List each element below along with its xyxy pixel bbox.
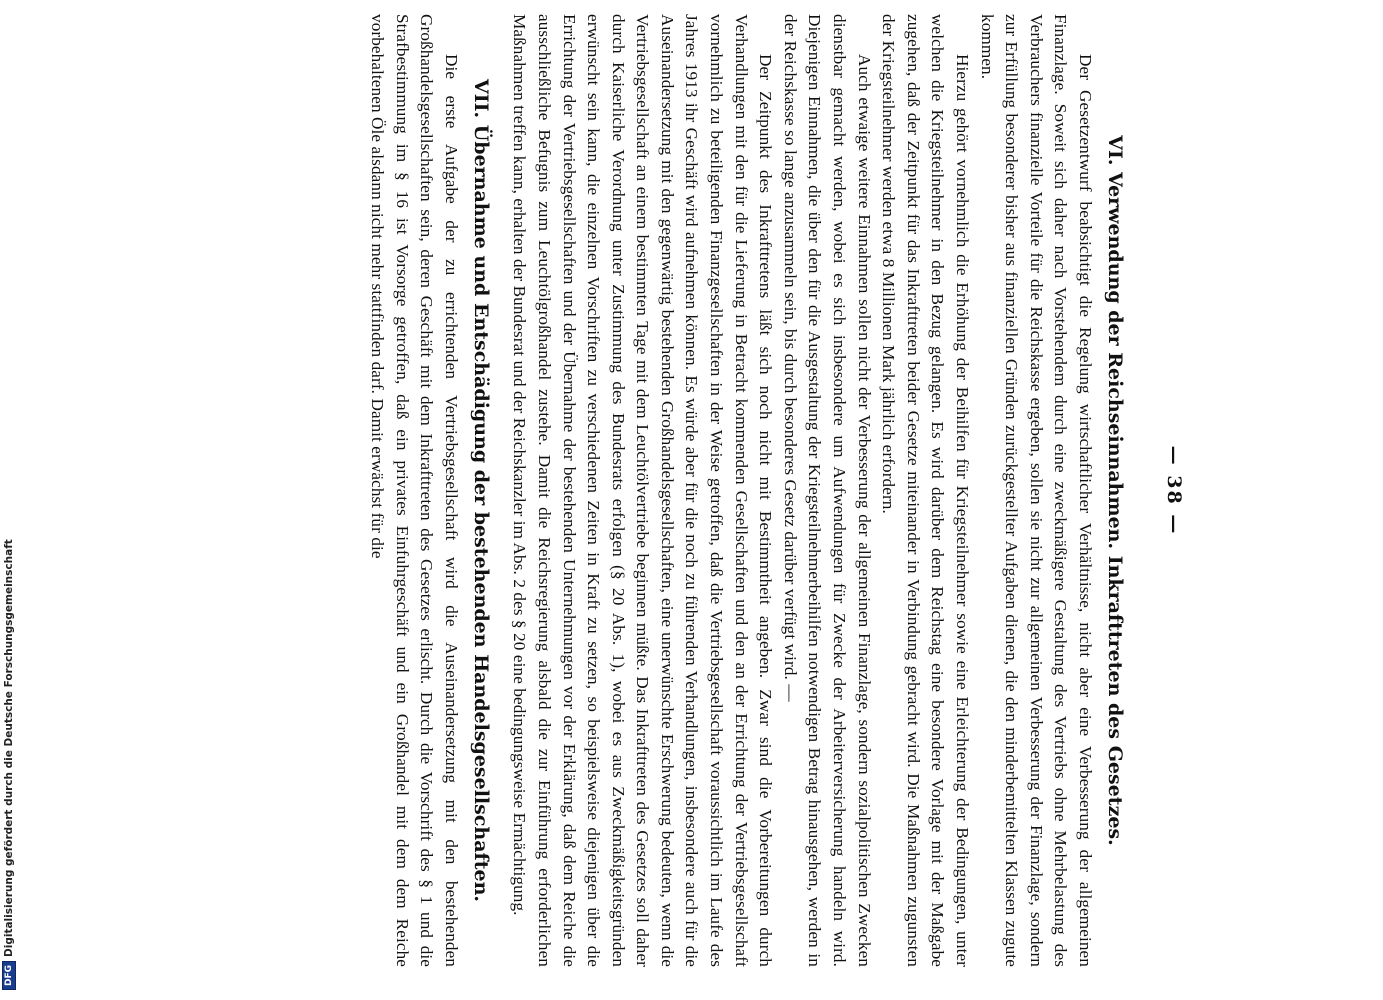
section-vi-paragraph-1: Der Gesetzentwurf beabsichtigt die Regelung wirtschaftlicher Verhältnisse, nicht aber eine Verbesserung der allgemeinen Finanzlage. Soweit sich daher nach Vorstehendem durch eine zweckmäßigere Gestaltung des Vertriebs ohne Mehrbelastung des Verbrauchers finanzielle Vorteile für die Reichskasse ergeben, sollen sie nicht zur allgemeinen Verbesserung der Finanzlage, sondern zur Erfüllung besonderer bisher aus finanziellen Gründen zurückgestellter Aufgaben dienen, die den minderbemittelten Klassen zugute kommen. (977, 14, 1095, 967)
page-number: — 38 — (1163, 445, 1185, 536)
document-page (120, 8, 1185, 973)
section-vii-paragraph-1: Die erste Aufgabe der zu errichtenden Vertriebsgesellschaft wird die Auseinandersetzung mit den bestehenden Großhandelsgesellschaften sein, deren Geschäft mit dem Inkrafttreten des Gesetzes erlischt. Durch die Vorschrift des § 1 und die Strafbestimmung im § 16 ist Vorsorge getroffen, daß ein privates Einfuhrgeschäft und ein Großhandel mit dem dem Reiche vorbehaltenen Öle alsdann nicht mehr stattfinden darf. Damit erwächst für die (367, 14, 461, 967)
digitization-credit (2, 539, 16, 990)
section-vi-heading: VI. Verwendung der Reichseinnahmen. Inkrafttreten des Gesetzes. (1104, 135, 1126, 846)
section-vi-paragraph-3: Auch etwaige weitere Einnahmen sollen nicht der Verbesserung der allgemeinen Finanzlage, sondern sozialpolitischen Zwecken dienstbar gemacht werden, wobei es sich insbesondere um Aufwendungen für Zwecke der Arbeiterversicherung handeln wird. Diejenigen Einnahmen, die über den für die Ausgestaltung der Kriegsteilnehmerbeihilfen notwendigen Betrag hinausgehen, werden in der Reichskasse so lange anzusammeln sein, bis durch besonderes Gesetz darüber verfügt wird. — (780, 14, 874, 967)
page-content (364, 14, 1127, 967)
digitization-credit-text: Digitalisierung gefördert durch die Deutsche Forschungsgemeinschaft (3, 539, 15, 957)
section-vi-paragraph-4: Der Zeitpunkt des Inkrafttretens läßt sich noch nicht mit Bestimmtheit angeben. Zwar sind die Vorbereitungen durch Verhandlungen mit den für die Lieferung in Betracht kommenden Gesellschaften und den an der Errichtung der Vertriebsgesellschaft vornehmlich zu beteiligenden Finanzgesellschaften in der Weise getroffen, daß die Vertriebsgesellschaft voraussichtlich im Laufe des Jahres 1913 ihr Geschäft wird aufnehmen können. Es würde aber für die noch zu führenden Verhandlungen, insbesondere auch für die Auseinandersetzung mit den gegenwärtig bestehenden Großhandelsgesellschaften, eine unerwünschte Erschwerung bedeuten, wenn die Vertriebsgesellschaft an einem bestimmten Tage mit dem Leuchtölvertriebe beginnen müßte. Das Inkrafttreten des Gesetzes soll daher durch Kaiserliche Verordnung unter Zustimmung des Bundesrats erfolgen (§ 20 Abs. 1), wobei es aus Zweckmäßigkeitsgründen erwünscht sein kann, die einzelnen Vorschriften zu verschiedenen Zeiten in Kraft zu setzen, so beispielsweise diejenigen über die Errichtung der Vertriebsgesellschaften und der Übernahme der bestehenden Unternehmungen vor der Erklärung, daß dem Reiche die ausschließliche Befugnis zum Leuchtölgroßhandel zustehe. Damit die Reichsregierung alsbald die zur Einführung erforderlichen Maßnahmen treffen kann, erhalten der Bundesrat und der Reichskanzler im Abs. 2 des § 20 eine bedingungsweise Ermächtigung. (510, 14, 776, 967)
section-vii-heading: VII. Übernahme und Entschädigung der bestehenden Handelsgesellschaften. (469, 78, 492, 903)
section-vi-paragraph-2: Hierzu gehört vornehmlich die Erhöhung der Beihilfen für Kriegsteilnehmer sowie eine Erleichterung der Bedingungen, unter welchen die Kriegsteilnehmer in den Bezug gelangen. Es wird darüber dem Reichstag eine besondere Vorlage mit der Maßgabe zugehen, daß der Zeitpunkt für das Inkrafttreten beider Gesetze miteinander in Verbindung gebracht wird. Die Maßnahmen zugunsten der Kriegsteilnehmer werden etwa 8 Millionen Mark jährlich erfordern. (879, 14, 973, 967)
dfg-logo-icon: DFG (2, 961, 16, 990)
